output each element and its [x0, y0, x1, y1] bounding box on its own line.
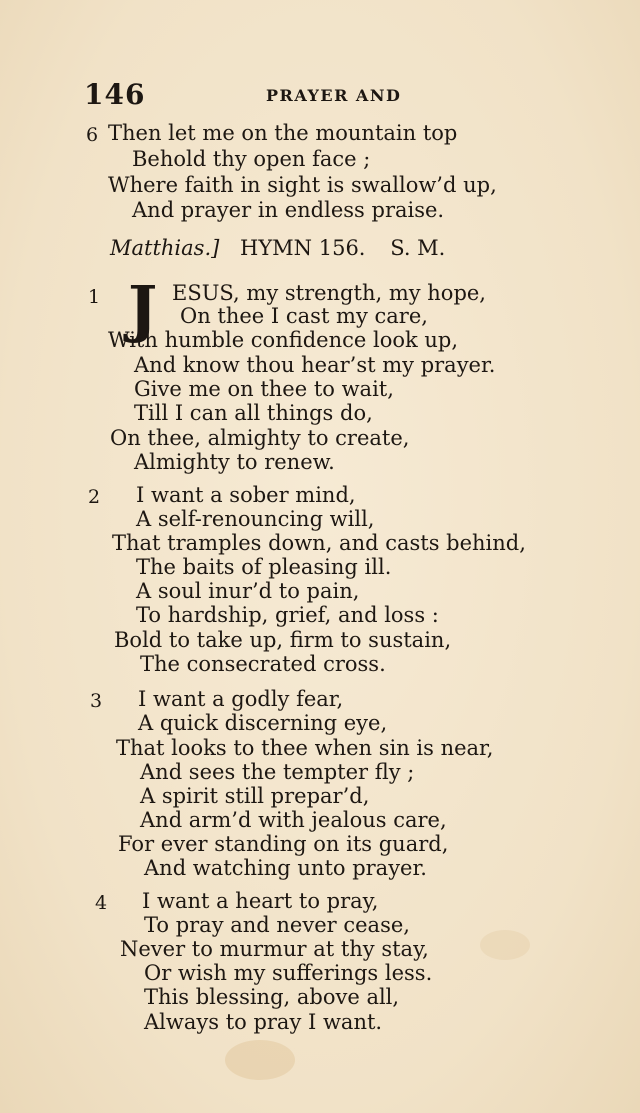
verse-line: A quick discerning eye,: [138, 711, 388, 735]
verse-line: And arm’d with jealous care,: [140, 808, 447, 832]
verse-line: For ever standing on its guard,: [118, 832, 449, 856]
hymn-title: HYMN 156.: [240, 236, 366, 260]
verse-line: The consecrated cross.: [140, 652, 386, 676]
verse-line: Then let me on the mountain top: [108, 121, 458, 145]
hymn-heading: [110, 236, 445, 260]
verse-line: And watching unto prayer.: [144, 856, 427, 880]
verse-line: A self-renouncing will,: [136, 507, 375, 531]
verse-line: Always to pray I want.: [144, 1010, 383, 1034]
verse-line: A spirit still prepar’d,: [140, 784, 370, 808]
verse-line: A soul inur’d to pain,: [136, 579, 360, 603]
stanza-number: 4: [95, 892, 108, 914]
hymn-meter: S. M.: [390, 236, 446, 260]
verse-line: To hardship, grief, and loss :: [136, 603, 439, 627]
verse-line: Or wish my sufferings less.: [144, 961, 433, 985]
page-number: 146: [84, 78, 146, 111]
verse-line: ESUS, my strength, my hope,: [172, 281, 486, 305]
verse-line: Behold thy open face ;: [132, 147, 371, 171]
verse-line: Give me on thee to wait,: [134, 377, 394, 401]
verse-line: On thee I cast my care,: [180, 304, 428, 328]
stanza-number: 1: [88, 286, 101, 308]
verse-line: On thee, almighty to create,: [110, 426, 410, 450]
verse-line: Almighty to renew.: [134, 450, 335, 474]
drop-cap: J: [128, 272, 158, 345]
verse-line: And sees the tempter fly ;: [140, 760, 415, 784]
verse-line: The baits of pleasing ill.: [136, 555, 392, 579]
stanza-number: 6: [86, 124, 99, 146]
verse-line: Where faith in sight is swallow’d up,: [108, 173, 497, 197]
paper-stain: [480, 930, 530, 960]
hymn-tune: Matthias.]: [110, 236, 220, 260]
verse-line: Bold to take up, firm to sustain,: [114, 628, 452, 652]
verse-line: I want a sober mind,: [136, 483, 356, 507]
verse-line: I want a heart to pray,: [142, 889, 379, 913]
verse-line: And know thou hear’st my prayer.: [134, 353, 496, 377]
verse-line: That tramples down, and casts behind,: [112, 531, 526, 555]
verse-line: And prayer in endless praise.: [132, 198, 445, 222]
stanza-number: 2: [88, 486, 101, 508]
verse-line: I want a godly fear,: [138, 687, 344, 711]
verse-line: This blessing, above all,: [144, 985, 400, 1009]
verse-line: To pray and never cease,: [144, 913, 410, 937]
verse-line: Till I can all things do,: [134, 401, 373, 425]
running-head: PRAYER AND: [266, 86, 402, 105]
verse-line: With humble confidence look up,: [108, 328, 459, 352]
verse-line: Never to murmur at thy stay,: [120, 937, 429, 961]
verse-line: That looks to thee when sin is near,: [116, 736, 494, 760]
stanza-number: 3: [90, 690, 103, 712]
page-header: [84, 78, 404, 114]
paper-stain: [225, 1040, 295, 1080]
